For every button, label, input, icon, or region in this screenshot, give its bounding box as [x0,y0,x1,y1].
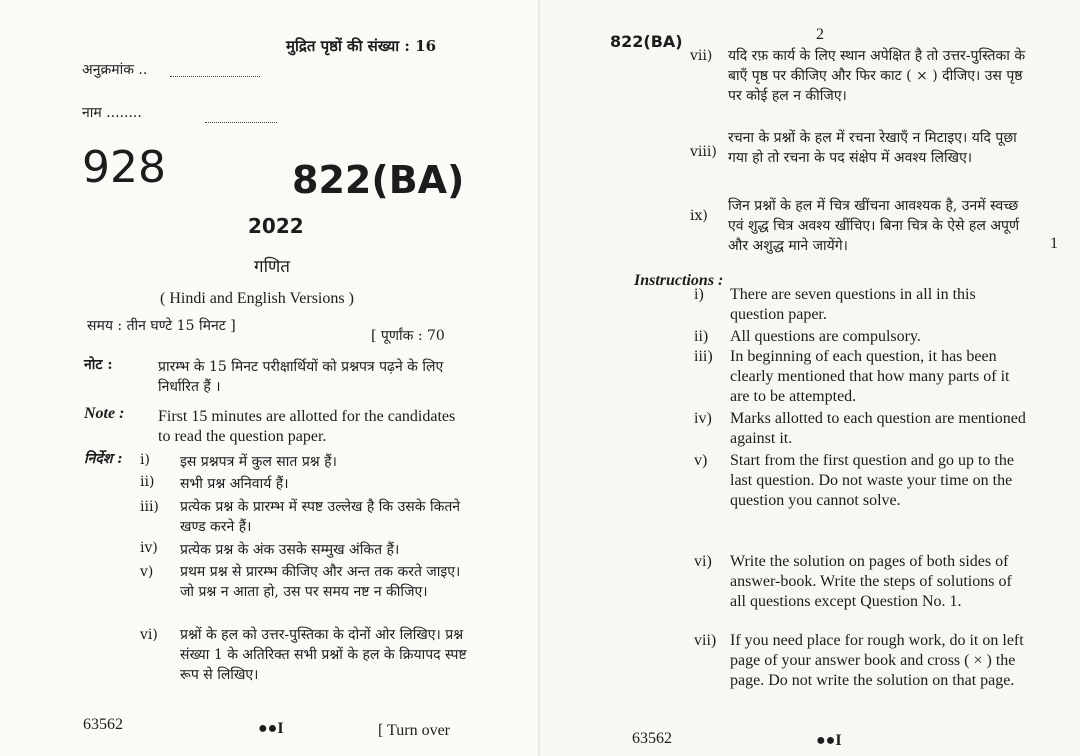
note-hindi-label: नोट : [84,357,113,373]
instruction-number: vi) [140,627,158,643]
instruction-number: ii) [140,474,155,490]
instruction-number: iv) [694,410,712,427]
footer-mark: ●●I [816,732,842,749]
page-number: 2 [816,26,824,43]
margin-mark: 1 [1050,235,1058,252]
instruction-text: Write the solution on pages of both sides of answer-book. Write the steps of solutions of all questions except Question No. 1. [730,553,1012,610]
instruction-text: प्रश्नों के हल को उत्तर-पुस्तिका के दोनों ओर लिखिए। प्रश्न संख्या 1 के अतिरिक्त सभी प्रश्नों के हल के क्रियापद स्पष्ट रूप से लिखिए। [180,627,467,683]
instruction-text: Marks allotted to each question are mentioned against it. [730,410,1026,447]
max-marks: [ पूर्णांक : 70 [371,328,445,344]
instruction-text: प्रत्येक प्रश्न के अंक उसके सम्मुख अंकित हैं। [180,542,400,558]
name-label: नाम ........ [82,105,142,121]
instruction-number: ii) [694,328,709,345]
name-line [205,110,277,123]
instruction-text: यदि रफ़ कार्य के लिए स्थान अपेक्षित है तो उत्तर-पुस्तिका के बाएँ पृष्ठ पर कीजिए और फिर काट ( × ) दीजिए। उस पृष्ठ पर कोई हल न कीजिए। [728,48,1026,104]
instruction-text: प्रथम प्रश्न से प्रारम्भ कीजिए और अन्त तक करते जाइए। जो प्रश्न न आता हो, उस पर समय नष्ट न कीजिए। [180,564,461,600]
exam-year: 2022 [248,214,304,238]
subject-title: गणित [254,257,290,277]
instruction-text: जिन प्रश्नों के हल में चित्र खींचना आवश्यक है, उनमें स्वच्छ एवं शुद्ध चित्र अवश्य खींचिए। बिना चित्र के ऐसे हल अपूर्ण और अशुद्ध माने जायेंगे। [728,198,1020,254]
footer-mark: ●●I [258,720,284,737]
note-english-label: Note : [84,405,125,422]
instructions-heading: Instructions : [634,272,724,289]
instruction-number: vii) [690,48,713,64]
instruction-text: प्रत्येक प्रश्न के प्रारम्भ में स्पष्ट उल्लेख है कि उसके कितने खण्ड करने हैं। [180,499,461,535]
instructions-hindi-label: निर्देश : [84,451,123,467]
instruction-text: सभी प्रश्न अनिवार्य हैं। [180,476,289,492]
instruction-text: If you need place for rough work, do it on left page of your answer book and cross ( × ) the page. Do not write the solution on that page. [730,632,1024,689]
handwritten-number: 928 [82,142,166,193]
instruction-number: viii) [690,144,717,160]
footer-code: 63562 [83,716,123,733]
instruction-number: v) [694,452,708,469]
printed-pages-count: मुद्रित पृष्ठों की संख्या : 16 [286,37,437,55]
instruction-number: vii) [694,632,717,649]
right-page [540,0,1080,756]
instruction-number: iii) [140,499,159,515]
instruction-number: ix) [690,208,708,224]
roll-number-label: अनुक्रमांक .. [82,62,148,78]
note-hindi-text: प्रारम्भ के 15 मिनट परीक्षार्थियों को प्रश्नपत्र पढ़ने के लिए निर्धारित हैं । [158,359,444,395]
turn-over-note: [ Turn over [378,722,451,739]
paper-code: 822(BA) [610,32,683,51]
roll-number-line [170,64,260,77]
footer-code: 63562 [632,730,672,747]
instruction-text: All questions are compulsory. [730,328,921,345]
instruction-number: iv) [140,540,158,556]
instruction-text: इस प्रश्नपत्र में कुल सात प्रश्न हैं। [180,454,337,470]
instruction-text: In beginning of each question, it has been clearly mentioned that how many parts of it are to be attempted. [730,348,1010,405]
instruction-number: v) [140,564,154,580]
versions-note: ( Hindi and English Versions ) [160,290,354,307]
time-allowed: समय : तीन घण्टे 15 मिनट ] [87,318,236,334]
instruction-text: Start from the first question and go up to the last question. Do not waste your time on the question you cannot solve. [730,452,1014,509]
instruction-number: iii) [694,348,713,365]
instruction-text: रचना के प्रश्नों के हल में रचना रेखाएँ न मिटाइए। यदि पूछा गया हो तो रचना के पद संक्षेप में अवश्य लिखिए। [728,130,1017,166]
instruction-text: There are seven questions in all in this question paper. [730,286,976,323]
instruction-number: i) [140,452,150,468]
note-english-text: First 15 minutes are allotted for the candidates to read the question paper. [158,408,456,445]
paper-code: 822(BA) [292,158,465,202]
instruction-number: i) [694,286,704,303]
instruction-number: vi) [694,553,712,570]
